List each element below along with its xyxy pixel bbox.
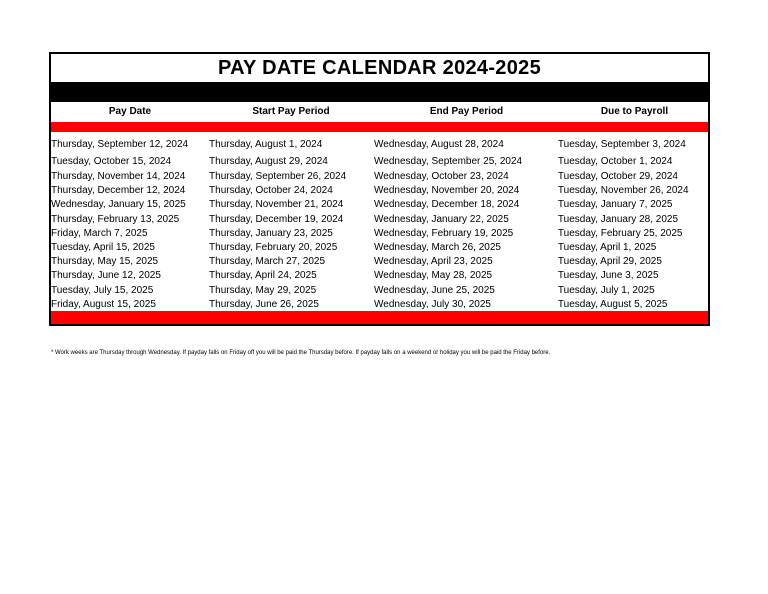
table-row <box>51 136 708 153</box>
end-pay-period-cell: Wednesday, December 18, 2024 <box>374 199 520 211</box>
end-pay-period-cell: Wednesday, February 19, 2025 <box>374 227 514 239</box>
start-pay-period-cell: Thursday, November 21, 2024 <box>209 199 344 211</box>
end-pay-period-cell: Wednesday, August 28, 2024 <box>374 139 504 150</box>
table-row <box>51 269 708 283</box>
end-pay-period-cell: Wednesday, November 20, 2024 <box>374 185 520 197</box>
due-to-payroll-cell: Tuesday, June 3, 2025 <box>557 270 659 282</box>
table-row <box>51 241 708 255</box>
table-header <box>51 102 708 122</box>
pay-date-cell: Thursday, September 12, 2024 <box>51 139 189 150</box>
pay-date-cell: Tuesday, October 15, 2024 <box>51 156 172 167</box>
table-row <box>51 170 708 184</box>
pay-date-cell: Thursday, November 14, 2024 <box>51 171 186 182</box>
due-to-payroll-cell: Tuesday, April 1, 2025 <box>557 241 657 253</box>
header-black-band <box>51 82 708 102</box>
end-pay-period-cell: Wednesday, July 30, 2025 <box>374 298 491 310</box>
pay-date-cell: Wednesday, January 15, 2025 <box>51 199 186 211</box>
end-pay-period-cell: Wednesday, May 28, 2025 <box>374 270 493 282</box>
table-row <box>51 198 708 212</box>
table-row <box>51 298 708 312</box>
footer-red-band <box>51 311 708 324</box>
page-title: PAY DATE CALENDAR 2024-2025 <box>217 57 542 79</box>
pay-date-calendar-sheet <box>49 52 710 326</box>
start-pay-period-cell: Thursday, September 26, 2024 <box>209 171 347 182</box>
table-row <box>51 184 708 198</box>
start-pay-period-cell: Thursday, May 29, 2025 <box>209 284 317 296</box>
table-row <box>51 227 708 241</box>
pay-date-cell: Tuesday, April 15, 2025 <box>51 241 155 253</box>
pay-date-cell: Thursday, February 13, 2025 <box>51 213 180 225</box>
start-pay-period-cell: Thursday, June 26, 2025 <box>209 298 319 310</box>
end-pay-period-cell: Wednesday, April 23, 2025 <box>374 256 493 268</box>
start-pay-period-cell: Thursday, April 24, 2025 <box>209 270 317 282</box>
due-to-payroll-cell: Tuesday, August 5, 2025 <box>557 298 668 310</box>
start-pay-period-cell: Thursday, October 24, 2024 <box>209 185 333 197</box>
end-pay-period-cell: Wednesday, March 26, 2025 <box>374 241 501 253</box>
footnote: * Work weeks are Thursday through Wednesday. If payday falls on Friday off you will be paid the Thursday before. If payday falls on a weekend or holiday you will be paid the Friday before. <box>51 350 551 356</box>
pay-date-cell: Tuesday, July 15, 2025 <box>51 284 154 296</box>
table-body <box>51 132 708 312</box>
header-start-pay-period: Start Pay Period <box>252 106 330 117</box>
pay-date-cell: Friday, March 7, 2025 <box>51 227 148 239</box>
pay-date-cell: Thursday, December 12, 2024 <box>51 185 186 197</box>
header-due-to-payroll: Due to Payroll <box>600 106 669 117</box>
due-to-payroll-cell: Tuesday, September 3, 2024 <box>557 139 686 150</box>
start-pay-period-cell: Thursday, August 1, 2024 <box>209 139 323 150</box>
table-row <box>51 153 708 170</box>
due-to-payroll-cell: Tuesday, January 7, 2025 <box>557 199 673 211</box>
table-row <box>51 213 708 227</box>
end-pay-period-cell: Wednesday, October 23, 2024 <box>374 171 509 182</box>
end-pay-period-cell: Wednesday, September 25, 2024 <box>374 156 523 167</box>
pay-date-cell: Thursday, June 12, 2025 <box>51 270 161 282</box>
end-pay-period-cell: Wednesday, January 22, 2025 <box>374 213 509 225</box>
due-to-payroll-cell: Tuesday, February 25, 2025 <box>557 227 683 239</box>
start-pay-period-cell: Thursday, January 23, 2025 <box>209 227 333 239</box>
due-to-payroll-cell: Tuesday, January 28, 2025 <box>557 213 678 225</box>
header-red-band <box>51 122 708 132</box>
pay-date-cell: Friday, August 15, 2025 <box>51 298 156 310</box>
due-to-payroll-cell: Tuesday, July 1, 2025 <box>557 284 655 296</box>
pay-date-cell: Thursday, May 15, 2025 <box>51 256 159 268</box>
start-pay-period-cell: Thursday, March 27, 2025 <box>209 256 326 268</box>
due-to-payroll-cell: Tuesday, April 29, 2025 <box>557 256 662 268</box>
start-pay-period-cell: Thursday, December 19, 2024 <box>209 213 344 225</box>
header-end-pay-period: End Pay Period <box>429 106 504 117</box>
header-pay-date: Pay Date <box>108 106 152 117</box>
due-to-payroll-cell: Tuesday, October 1, 2024 <box>557 156 673 167</box>
table-row <box>51 284 708 298</box>
start-pay-period-cell: Thursday, August 29, 2024 <box>209 156 328 167</box>
end-pay-period-cell: Wednesday, June 25, 2025 <box>374 284 495 296</box>
start-pay-period-cell: Thursday, February 20, 2025 <box>209 241 338 253</box>
due-to-payroll-cell: Tuesday, November 26, 2024 <box>557 185 689 197</box>
table-row <box>51 255 708 269</box>
due-to-payroll-cell: Tuesday, October 29, 2024 <box>557 171 678 182</box>
